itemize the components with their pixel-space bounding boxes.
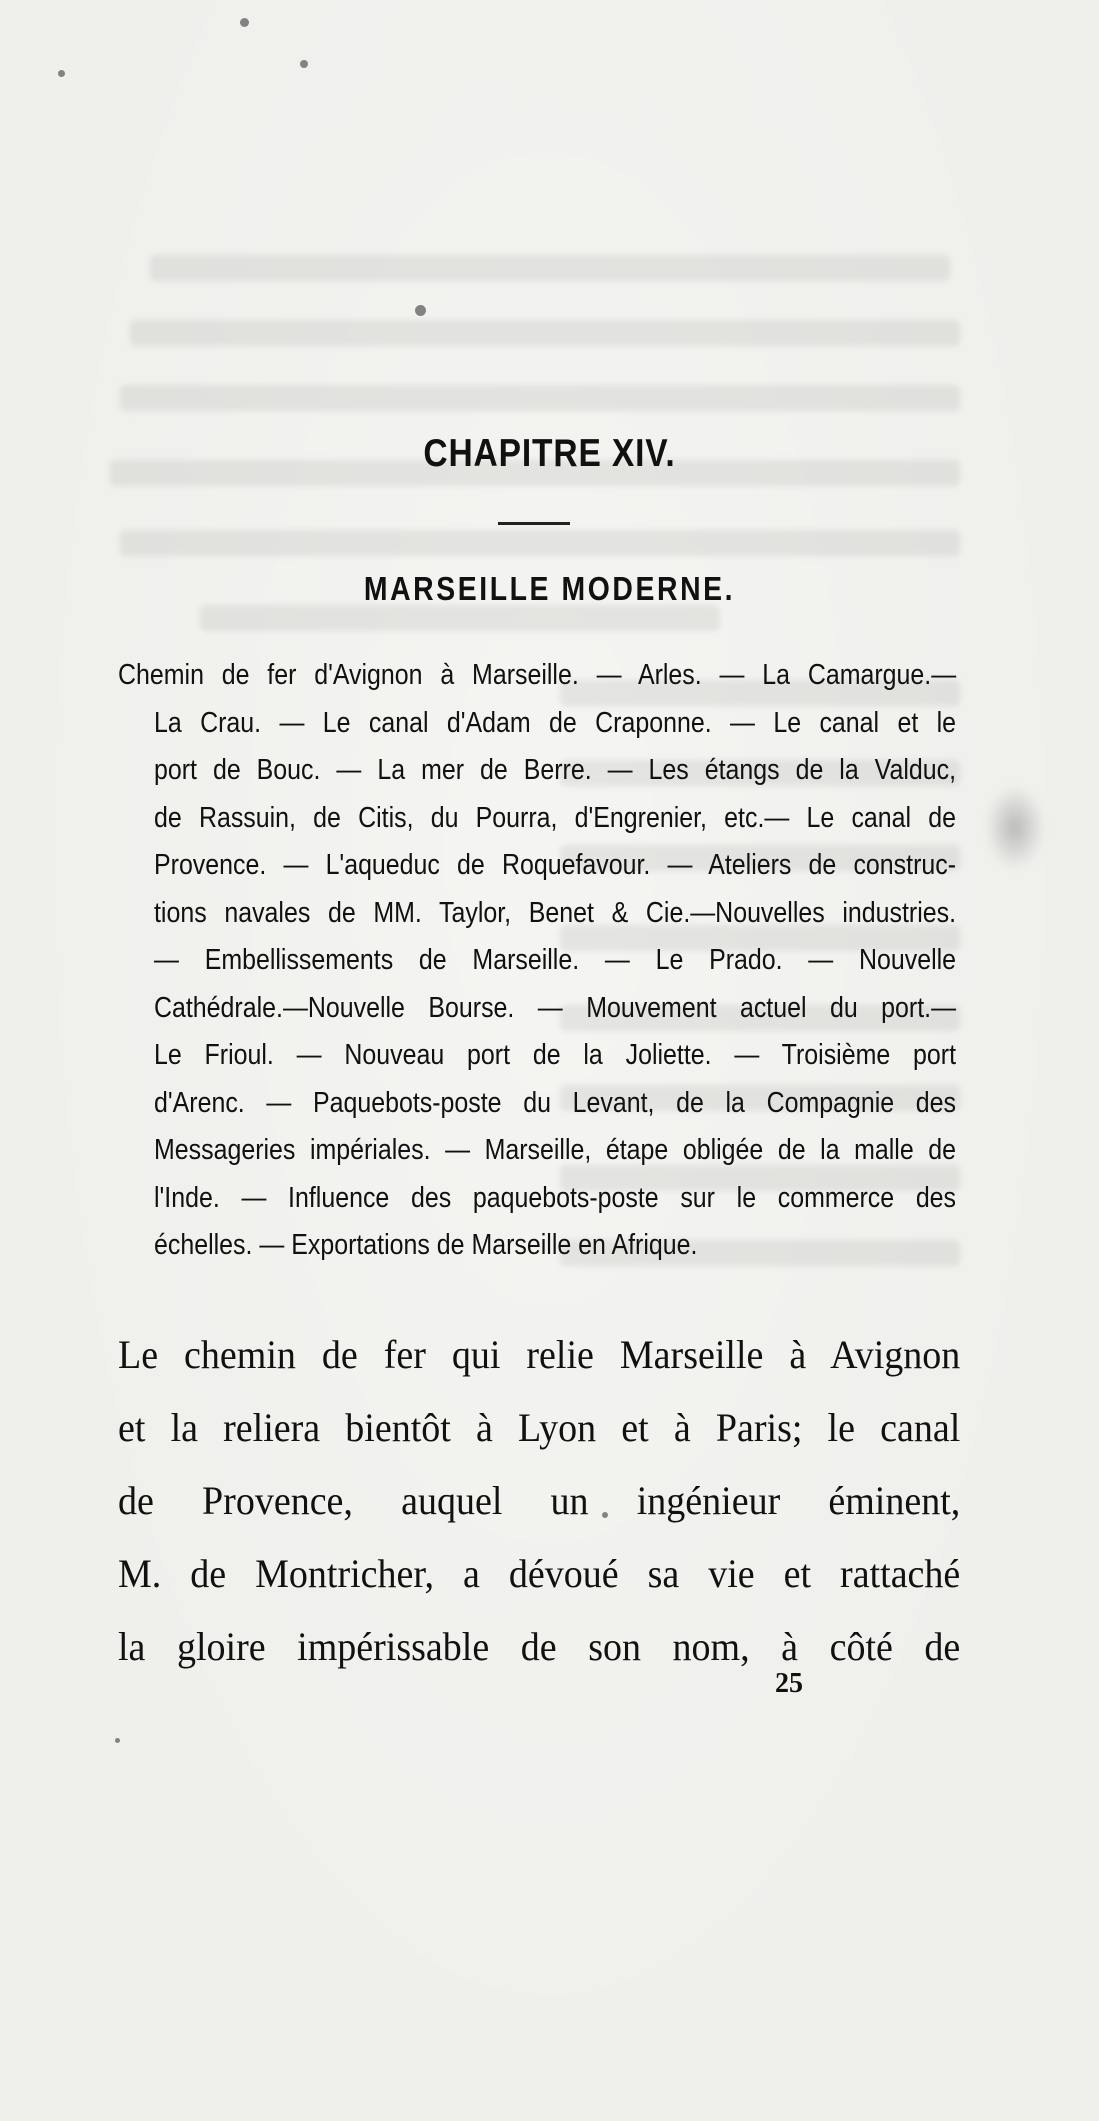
paper-speck — [415, 305, 426, 316]
chapter-subtitle: MARSEILLE MODERNE. — [363, 570, 736, 607]
summary-line: — Embellissements de Marseille. — Le Prado. — Nouvelle — [154, 944, 957, 976]
summary-line: La Crau. — Le canal d'Adam de Craponne. — Le canal et le — [154, 706, 957, 739]
title-divider — [498, 522, 570, 525]
summary-line: Le Frioul. — Nouveau port de la Joliette. — Troisième port — [154, 1039, 957, 1071]
summary-line: échelles. — Exportations de Marseille en Afrique. — [154, 1229, 698, 1261]
body-line: et la reliera bientôt à Lyon et à Paris; le canal — [118, 1405, 961, 1450]
paper-speck — [115, 1738, 120, 1743]
signature-mark: 25 — [775, 1668, 803, 1699]
body-line: la gloire impérissable de son nom, à côté de — [118, 1624, 961, 1669]
summary-line: Messageries impériales. — Marseille, étape obligée de la malle de — [154, 1134, 957, 1166]
paper-speck — [58, 70, 65, 77]
summary-line: port de Bouc. — La mer de Berre. — Les étangs de la Valduc, — [154, 754, 957, 786]
chapter-summary — [118, 652, 956, 1270]
body-line: de Provence, auquel un ingénieur éminent, — [118, 1478, 961, 1523]
chapter-title: CHAPITRE XIV. — [423, 432, 676, 475]
summary-line: Cathédrale.—Nouvelle Bourse. — Mouvement actuel du port.— — [154, 991, 957, 1024]
summary-line: tions navales de MM. Taylor, Benet & Cie.—Nouvelles industries. — [154, 896, 957, 929]
paper-speck — [300, 60, 308, 68]
summary-line: l'Inde. — Influence des paquebots-poste sur le commerce des — [154, 1181, 957, 1214]
body-line: M. de Montricher, a dévoué sa vie et rattaché — [118, 1551, 961, 1596]
summary-line: Provence. — L'aqueduc de Roquefavour. — Ateliers de construc- — [154, 849, 957, 881]
paper-speck — [240, 18, 249, 27]
summary-line: Chemin de fer d'Avignon à Marseille. — Arles. — La Camargue.— — [118, 659, 957, 691]
summary-line: de Rassuin, de Citis, du Pourra, d'Engrenier, etc.— Le canal de — [154, 801, 957, 834]
summary-line: d'Arenc. — Paquebots-poste du Levant, de la Compagnie des — [154, 1086, 957, 1119]
paper-stain — [985, 785, 1045, 870]
body-line: Le chemin de fer qui relie Marseille à Avignon — [118, 1332, 961, 1377]
body-paragraph — [118, 1318, 960, 1683]
